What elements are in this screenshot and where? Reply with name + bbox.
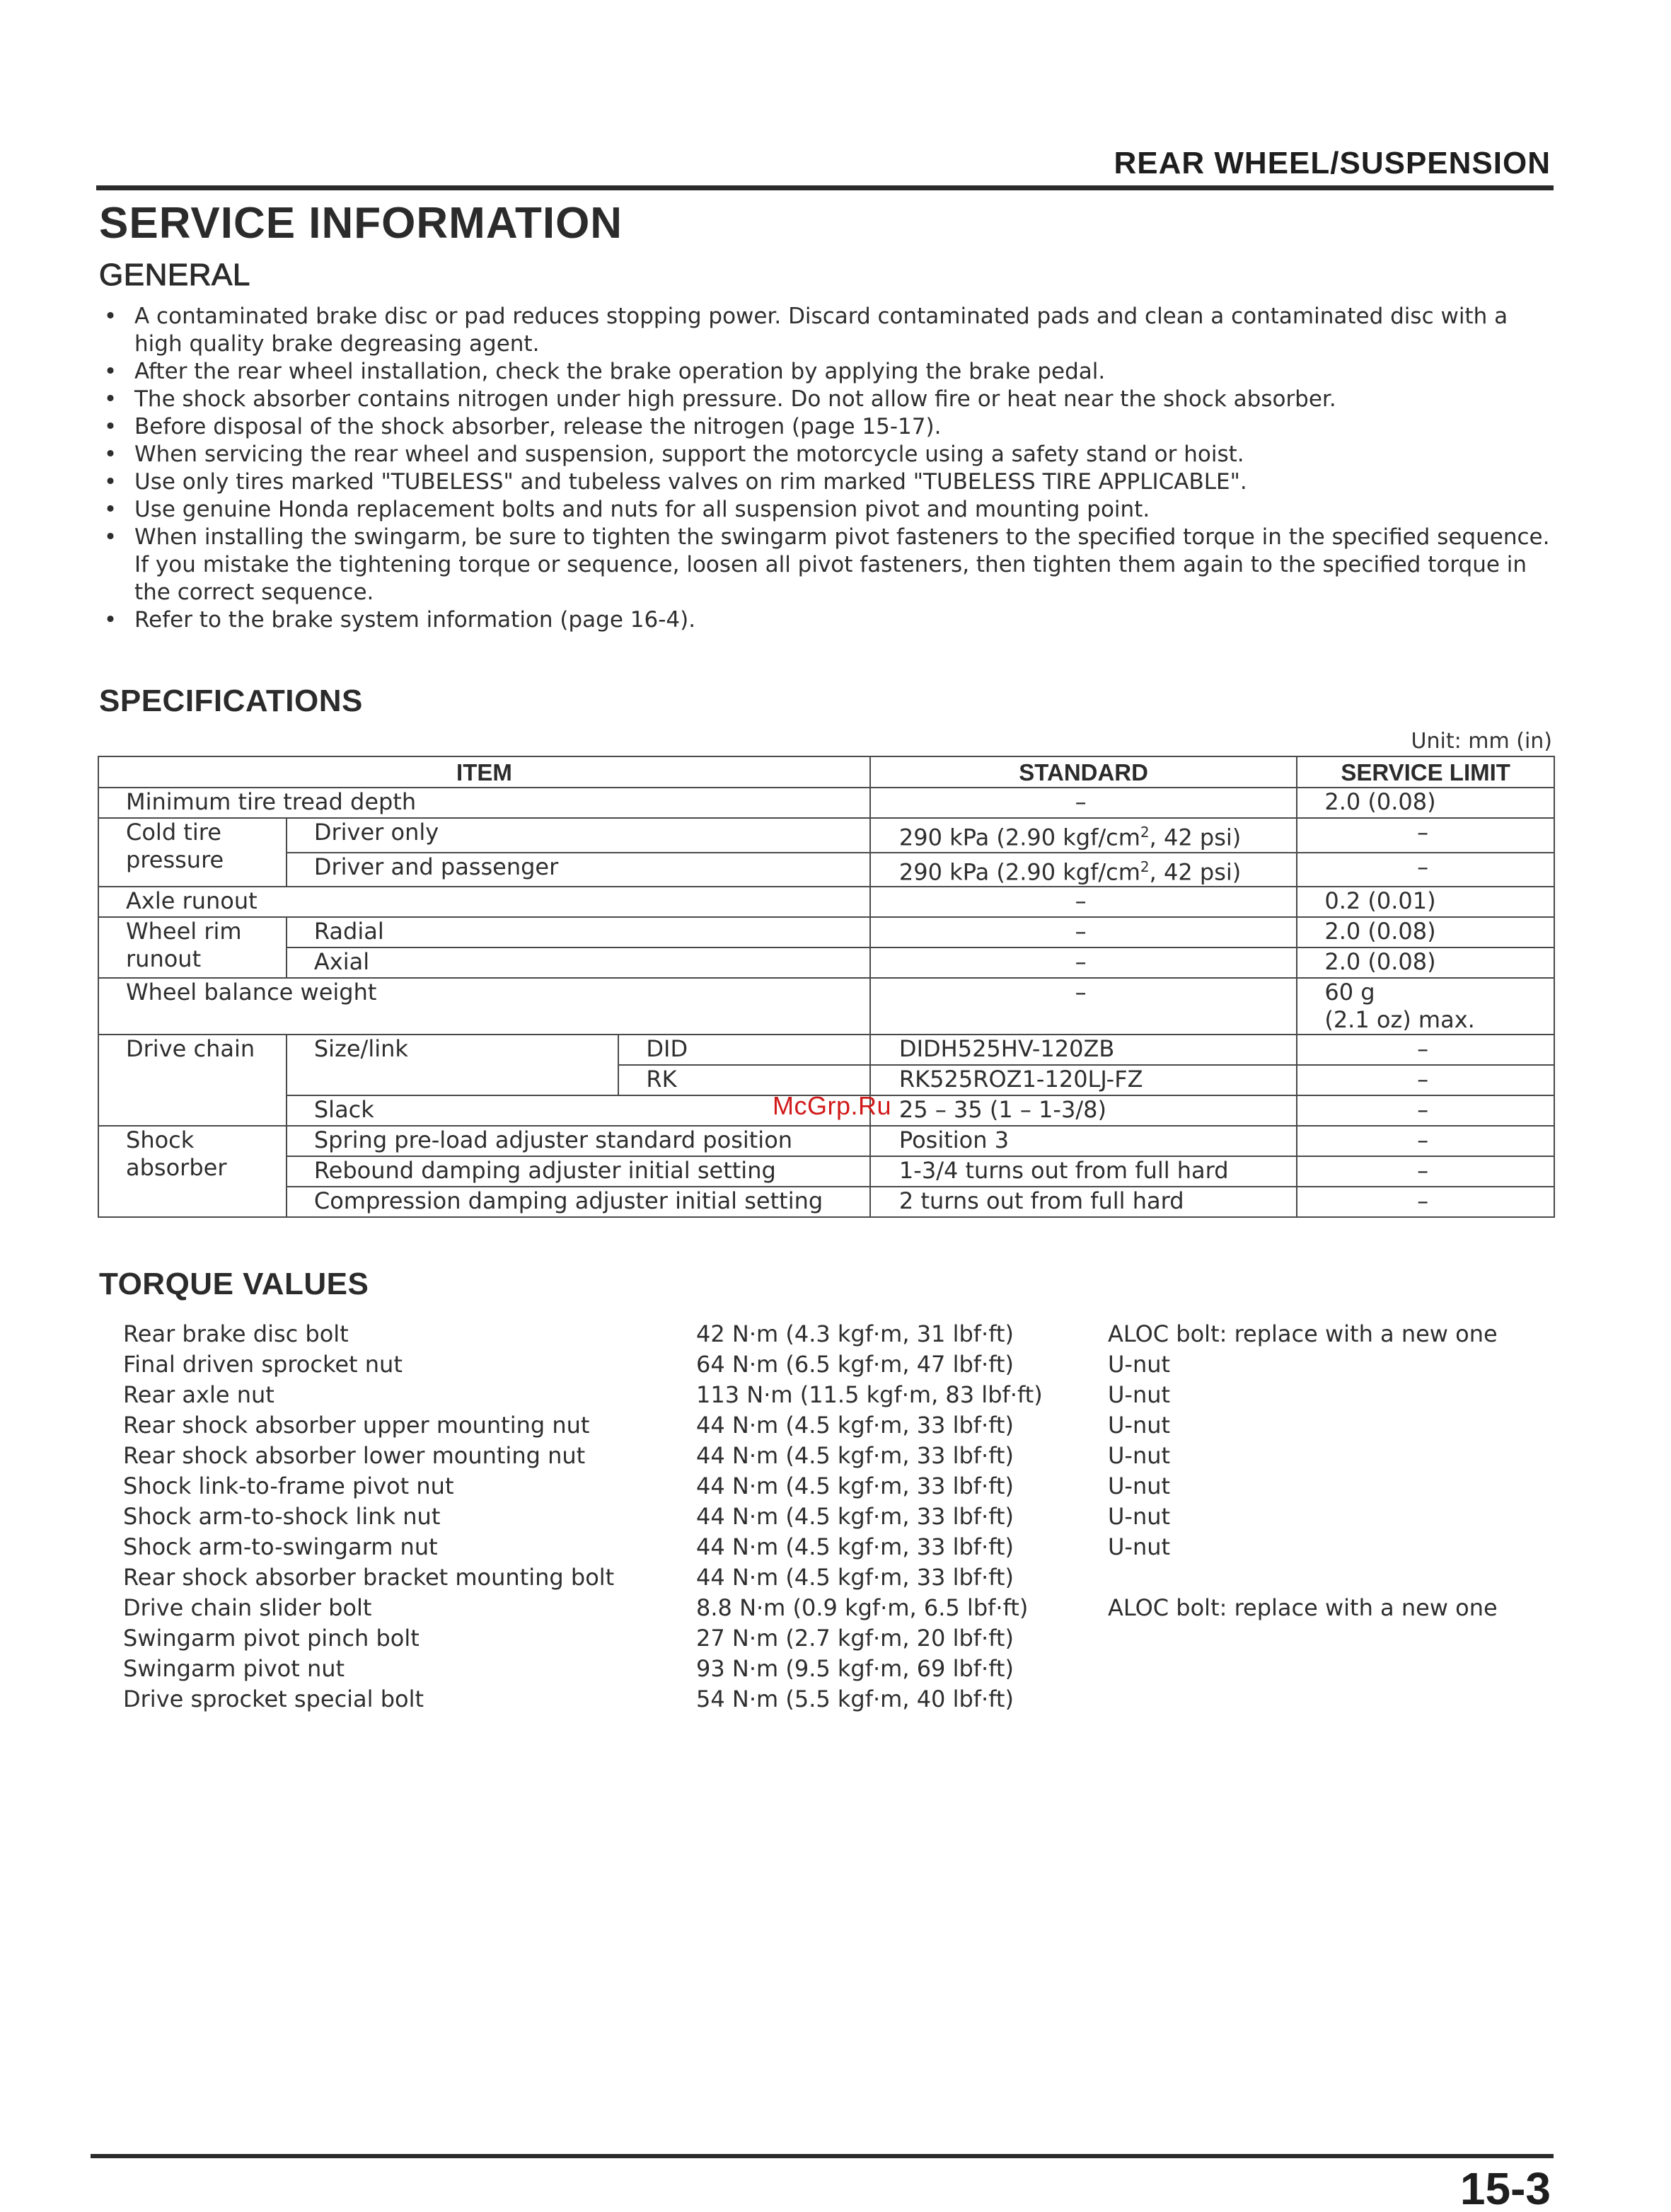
- column-header-limit: SERVICE LIMIT: [1297, 756, 1554, 788]
- spec-item: Axial: [287, 947, 870, 978]
- unit-note: Unit: mm (in): [1411, 729, 1552, 754]
- table-row: [98, 1126, 1554, 1156]
- table-row: [98, 818, 1554, 853]
- spec-standard: 1-3/4 turns out from full hard: [870, 1156, 1297, 1187]
- spec-item: Axle runout: [98, 887, 870, 917]
- spec-group: Drive chain: [98, 1035, 287, 1126]
- table-row: [98, 853, 1554, 887]
- table-row: [98, 1187, 1554, 1217]
- table-row: [98, 788, 1554, 818]
- page-number: 15-3: [1459, 2163, 1551, 2212]
- spec-item: Radial: [287, 917, 870, 947]
- spec-standard: 290 kPa (2.90 kgf/$cm^2$, 42 psi): [870, 853, 1297, 887]
- bullet-item: • When servicing the rear wheel and suspension, support the motorcycle using a safety stand or hoist.: [103, 442, 1244, 467]
- spec-standard: –: [870, 788, 1297, 818]
- page-title: SERVICE INFORMATION: [99, 199, 623, 248]
- spec-limit: –: [1297, 1156, 1554, 1187]
- table-row: [98, 947, 1554, 978]
- spec-item: Minimum tire tread depth: [98, 788, 870, 818]
- spec-item: Compression damping adjuster initial setting: [287, 1187, 870, 1217]
- spec-group: Cold tire pressure: [98, 818, 287, 887]
- table-header-row: [98, 756, 1554, 788]
- spec-item: Slack: [287, 1095, 870, 1126]
- table-row: [98, 917, 1554, 947]
- header-rule: [96, 185, 1554, 190]
- spec-limit: 2.0 (0.08): [1297, 947, 1554, 978]
- spec-limit: –: [1297, 1187, 1554, 1217]
- bullet-item: • Refer to the brake system information (page 16-4).: [103, 607, 696, 633]
- spec-standard: 2 turns out from full hard: [870, 1187, 1297, 1217]
- footer-rule: [91, 2154, 1554, 2158]
- spec-standard: 25 – 35 (1 – 1-3/8): [870, 1095, 1297, 1126]
- spec-standard: –: [870, 947, 1297, 978]
- spec-item: Wheel balance weight: [98, 978, 870, 1035]
- spec-item: Driver and passenger: [287, 853, 870, 887]
- spec-standard: RK525ROZ1-120LJ-FZ: [870, 1065, 1297, 1095]
- spec-limit: –: [1297, 853, 1554, 887]
- spec-limit: 60 g (2.1 oz) max.: [1297, 978, 1554, 1035]
- spec-brand: RK: [618, 1065, 870, 1095]
- specifications-heading: SPECIFICATIONS: [99, 684, 363, 718]
- spec-item: Driver only: [287, 818, 870, 853]
- spec-limit: 2.0 (0.08): [1297, 788, 1554, 818]
- spec-group: Wheel rim runout: [98, 917, 287, 978]
- bullet-item: • The shock absorber contains nitrogen under high pressure. Do not allow fire or heat near the shock absorber.: [103, 386, 1336, 412]
- bullet-item: • Use genuine Honda replacement bolts and nuts for all suspension pivot and mounting point.: [103, 497, 1150, 522]
- spec-limit: 0.2 (0.01): [1297, 887, 1554, 917]
- table-row: [98, 887, 1554, 917]
- chapter-title: REAR WHEEL/SUSPENSION: [1114, 146, 1551, 180]
- spec-standard: 290 kPa (2.90 kgf/$cm^2$, 42 psi): [870, 818, 1297, 853]
- spec-limit: –: [1297, 818, 1554, 853]
- torque-heading: TORQUE VALUES: [99, 1267, 369, 1301]
- bullet-item: • A contaminated brake disc or pad reduces stopping power. Discard contaminated pads and clean a contaminated disc with a high quality brake degreasing agent.: [103, 304, 1508, 357]
- specifications-table: [98, 756, 1555, 1218]
- spec-brand: DID: [618, 1035, 870, 1065]
- general-bullet-list: [103, 303, 1555, 634]
- column-header-standard: STANDARD: [870, 756, 1297, 788]
- spec-standard: –: [870, 917, 1297, 947]
- spec-standard: –: [870, 978, 1297, 1035]
- column-header-item: ITEM: [98, 756, 870, 788]
- spec-standard: –: [870, 887, 1297, 917]
- spec-group: Shock absorber: [98, 1126, 287, 1217]
- spec-standard: Position 3: [870, 1126, 1297, 1156]
- spec-item: Size/link: [287, 1035, 619, 1095]
- spec-item: Rebound damping adjuster initial setting: [287, 1156, 870, 1187]
- table-row: [98, 978, 1554, 1035]
- spec-limit: –: [1297, 1126, 1554, 1156]
- spec-limit: –: [1297, 1035, 1554, 1065]
- bullet-item: • After the rear wheel installation, check the brake operation by applying the brake pedal.: [103, 359, 1106, 384]
- spec-limit: 2.0 (0.08): [1297, 917, 1554, 947]
- table-row: [98, 1156, 1554, 1187]
- bullet-item: • Use only tires marked "TUBELESS" and tubeless valves on rim marked "TUBELESS TIRE APPLICABLE".: [103, 469, 1247, 495]
- spec-limit: –: [1297, 1095, 1554, 1126]
- bullet-item: • When installing the swingarm, be sure to tighten the swingarm pivot fasteners to the specified torque in the specified sequence. If you mistake the tightening torque or sequence, loosen all pivot fasteners, then tighten them again to the specified torque in the correct sequence.: [103, 524, 1550, 605]
- spec-standard: DIDH525HV-120ZB: [870, 1035, 1297, 1065]
- watermark: McGrp.Ru: [773, 1091, 892, 1120]
- bullet-item: • Before disposal of the shock absorber, release the nitrogen (page 15-17).: [103, 414, 942, 439]
- spec-limit: –: [1297, 1065, 1554, 1095]
- spec-item: Spring pre-load adjuster standard position: [287, 1126, 870, 1156]
- table-row: [98, 1035, 1554, 1065]
- general-heading: GENERAL: [99, 258, 250, 292]
